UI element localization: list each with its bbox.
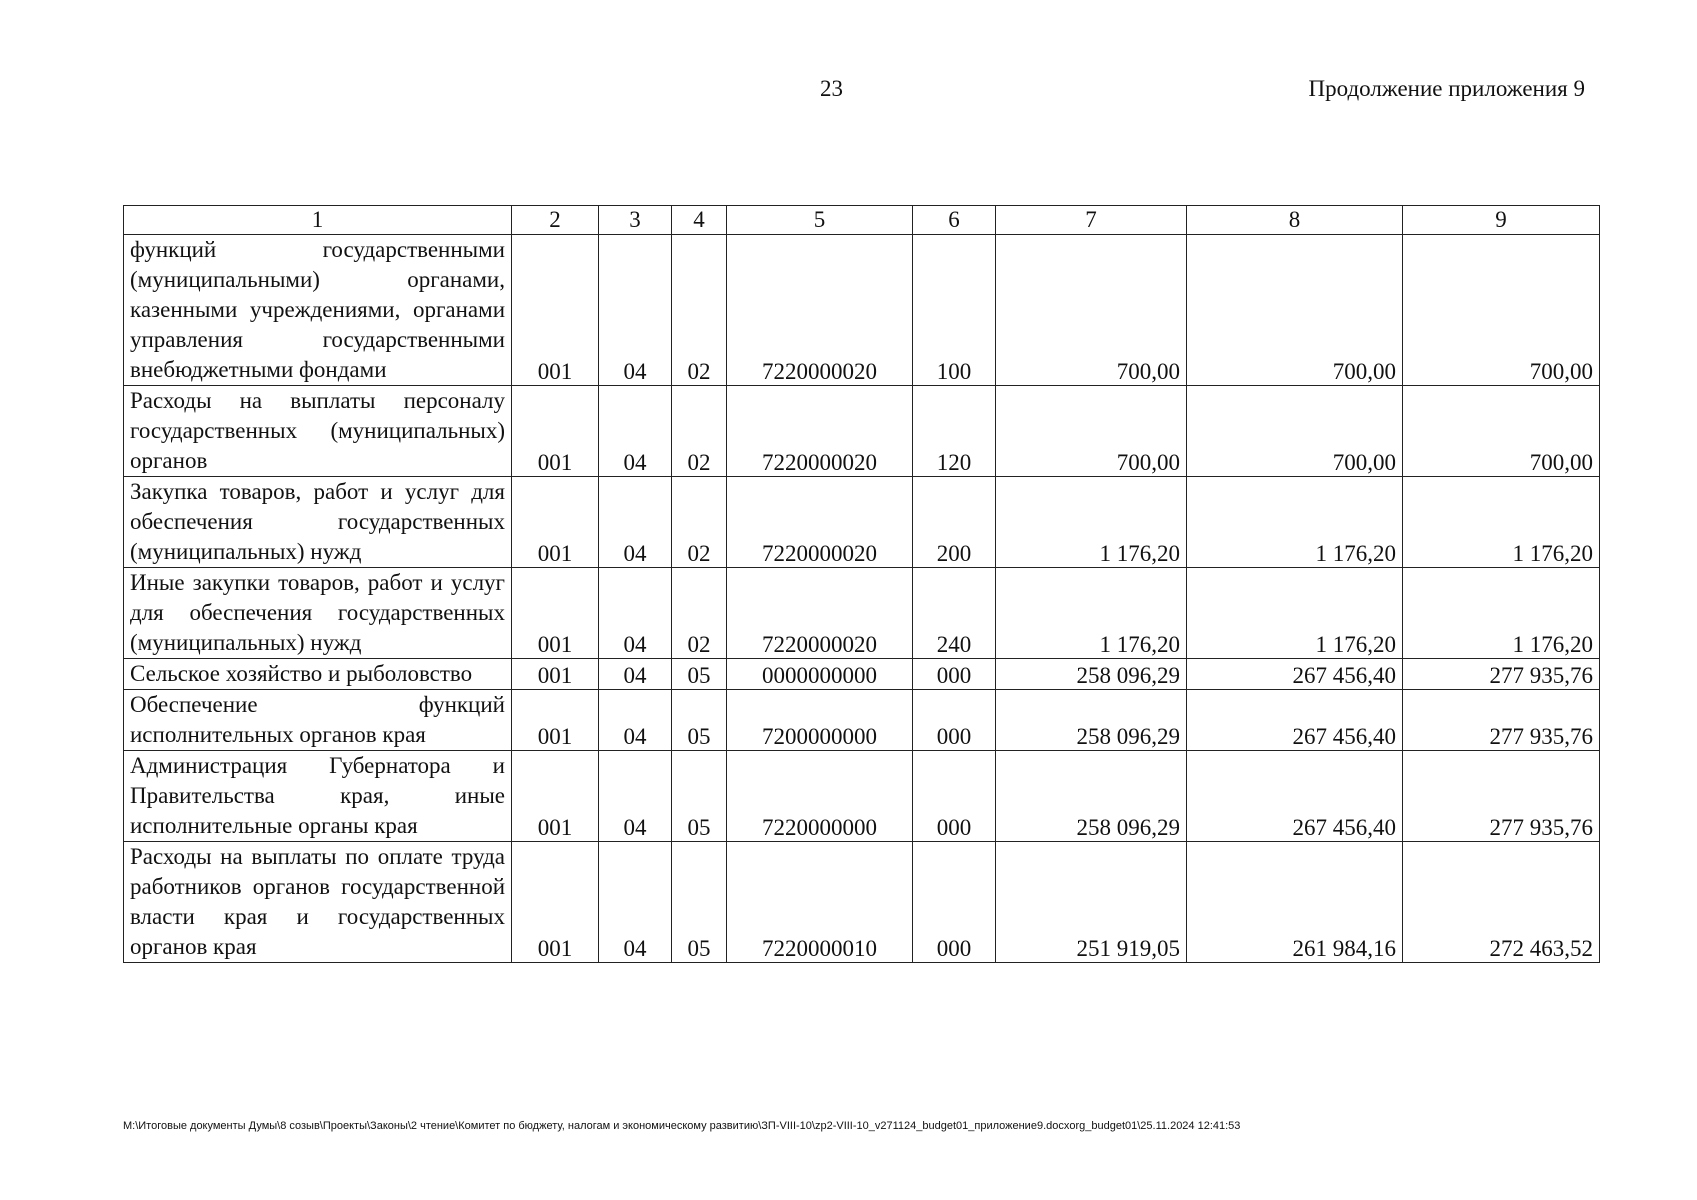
cell-amount: 700,00 (996, 235, 1187, 386)
cell-amount: 277 935,76 (1403, 751, 1600, 842)
cell-code: 04 (599, 386, 672, 477)
row-name: Закупка товаров, работ и услуг для обеспечения государственных (муниципальных) нужд (124, 477, 512, 568)
cell-code: 7220000000 (727, 751, 913, 842)
cell-amount: 261 984,16 (1187, 842, 1403, 963)
page-number: 23 (820, 76, 843, 101)
cell-amount: 1 176,20 (1403, 568, 1600, 659)
column-header: 6 (913, 206, 996, 235)
table-row (124, 235, 1600, 386)
cell-code: 04 (599, 235, 672, 386)
cell-code: 120 (913, 386, 996, 477)
cell-amount: 267 456,40 (1187, 751, 1403, 842)
cell-amount: 1 176,20 (1187, 477, 1403, 568)
appendix-title: Продолжение приложения 9 (1308, 76, 1585, 101)
column-header: 4 (672, 206, 727, 235)
cell-code: 04 (599, 690, 672, 751)
cell-code: 000 (913, 690, 996, 751)
column-header: 1 (124, 206, 512, 235)
cell-code: 001 (512, 386, 599, 477)
cell-code: 05 (672, 690, 727, 751)
table-row (124, 690, 1600, 751)
cell-amount: 700,00 (1403, 386, 1600, 477)
cell-code: 100 (913, 235, 996, 386)
cell-code: 001 (512, 659, 599, 690)
table-row (124, 568, 1600, 659)
cell-amount: 700,00 (1187, 235, 1403, 386)
cell-code: 05 (672, 751, 727, 842)
cell-code: 7220000020 (727, 235, 913, 386)
cell-amount: 1 176,20 (996, 477, 1187, 568)
table-row (124, 386, 1600, 477)
cell-amount: 258 096,29 (996, 690, 1187, 751)
cell-code: 001 (512, 568, 599, 659)
cell-amount: 258 096,29 (996, 751, 1187, 842)
cell-amount: 700,00 (1187, 386, 1403, 477)
footer-file-path: M:\Итоговые документы Думы\8 созыв\Проекты\Законы\2 чтение\Комитет по бюджету, налогам и экономическому развитию\ЗП-VIII-10\zp2-VIII-10_v271124_budget01_приложение9.docxorg_budget01\25.11.2024 12:41:53 (123, 1120, 1241, 1132)
cell-code: 240 (913, 568, 996, 659)
cell-code: 04 (599, 568, 672, 659)
cell-amount: 1 176,20 (996, 568, 1187, 659)
cell-code: 000 (913, 659, 996, 690)
cell-amount: 251 919,05 (996, 842, 1187, 963)
row-name: Расходы на выплаты по оплате труда работников органов государственной власти края и государственных органов края (124, 842, 512, 963)
column-header: 8 (1187, 206, 1403, 235)
cell-code: 02 (672, 477, 727, 568)
table-row (124, 842, 1600, 963)
cell-code: 02 (672, 568, 727, 659)
column-header: 9 (1403, 206, 1600, 235)
cell-amount: 1 176,20 (1403, 477, 1600, 568)
cell-amount: 700,00 (1403, 235, 1600, 386)
cell-code: 04 (599, 659, 672, 690)
row-name: функций государственными (муниципальными) органами, казенными учреждениями, органами управления государственными внебюджетными фондами (124, 235, 512, 386)
cell-code: 0000000000 (727, 659, 913, 690)
cell-code: 000 (913, 842, 996, 963)
cell-code: 05 (672, 842, 727, 963)
row-name: Расходы на выплаты персоналу государственных (муниципальных) органов (124, 386, 512, 477)
row-name: Обеспечение функций исполнительных органов края (124, 690, 512, 751)
cell-amount: 272 463,52 (1403, 842, 1600, 963)
cell-code: 7220000020 (727, 386, 913, 477)
table-row (124, 751, 1600, 842)
column-header: 5 (727, 206, 913, 235)
cell-code: 001 (512, 751, 599, 842)
cell-amount: 1 176,20 (1187, 568, 1403, 659)
cell-amount: 267 456,40 (1187, 659, 1403, 690)
budget-table (123, 205, 1600, 963)
cell-code: 001 (512, 690, 599, 751)
row-name: Иные закупки товаров, работ и услуг для обеспечения государственных (муниципальных) нужд (124, 568, 512, 659)
cell-code: 001 (512, 477, 599, 568)
cell-code: 200 (913, 477, 996, 568)
row-name: Администрация Губернатора и Правительства края, иные исполнительные органы края (124, 751, 512, 842)
row-name: Сельское хозяйство и рыболовство (124, 659, 512, 690)
cell-amount: 258 096,29 (996, 659, 1187, 690)
table-header-row (124, 206, 1600, 235)
column-header: 3 (599, 206, 672, 235)
cell-code: 04 (599, 751, 672, 842)
cell-code: 05 (672, 659, 727, 690)
cell-code: 001 (512, 842, 599, 963)
cell-code: 04 (599, 842, 672, 963)
cell-amount: 267 456,40 (1187, 690, 1403, 751)
cell-amount: 277 935,76 (1403, 659, 1600, 690)
table-row (124, 477, 1600, 568)
table-row (124, 659, 1600, 690)
cell-amount: 700,00 (996, 386, 1187, 477)
cell-code: 7220000020 (727, 568, 913, 659)
cell-code: 04 (599, 477, 672, 568)
cell-code: 02 (672, 386, 727, 477)
cell-code: 000 (913, 751, 996, 842)
cell-code: 7220000010 (727, 842, 913, 963)
cell-code: 7220000020 (727, 477, 913, 568)
cell-code: 7200000000 (727, 690, 913, 751)
cell-amount: 277 935,76 (1403, 690, 1600, 751)
cell-code: 001 (512, 235, 599, 386)
column-header: 7 (996, 206, 1187, 235)
cell-code: 02 (672, 235, 727, 386)
column-header: 2 (512, 206, 599, 235)
